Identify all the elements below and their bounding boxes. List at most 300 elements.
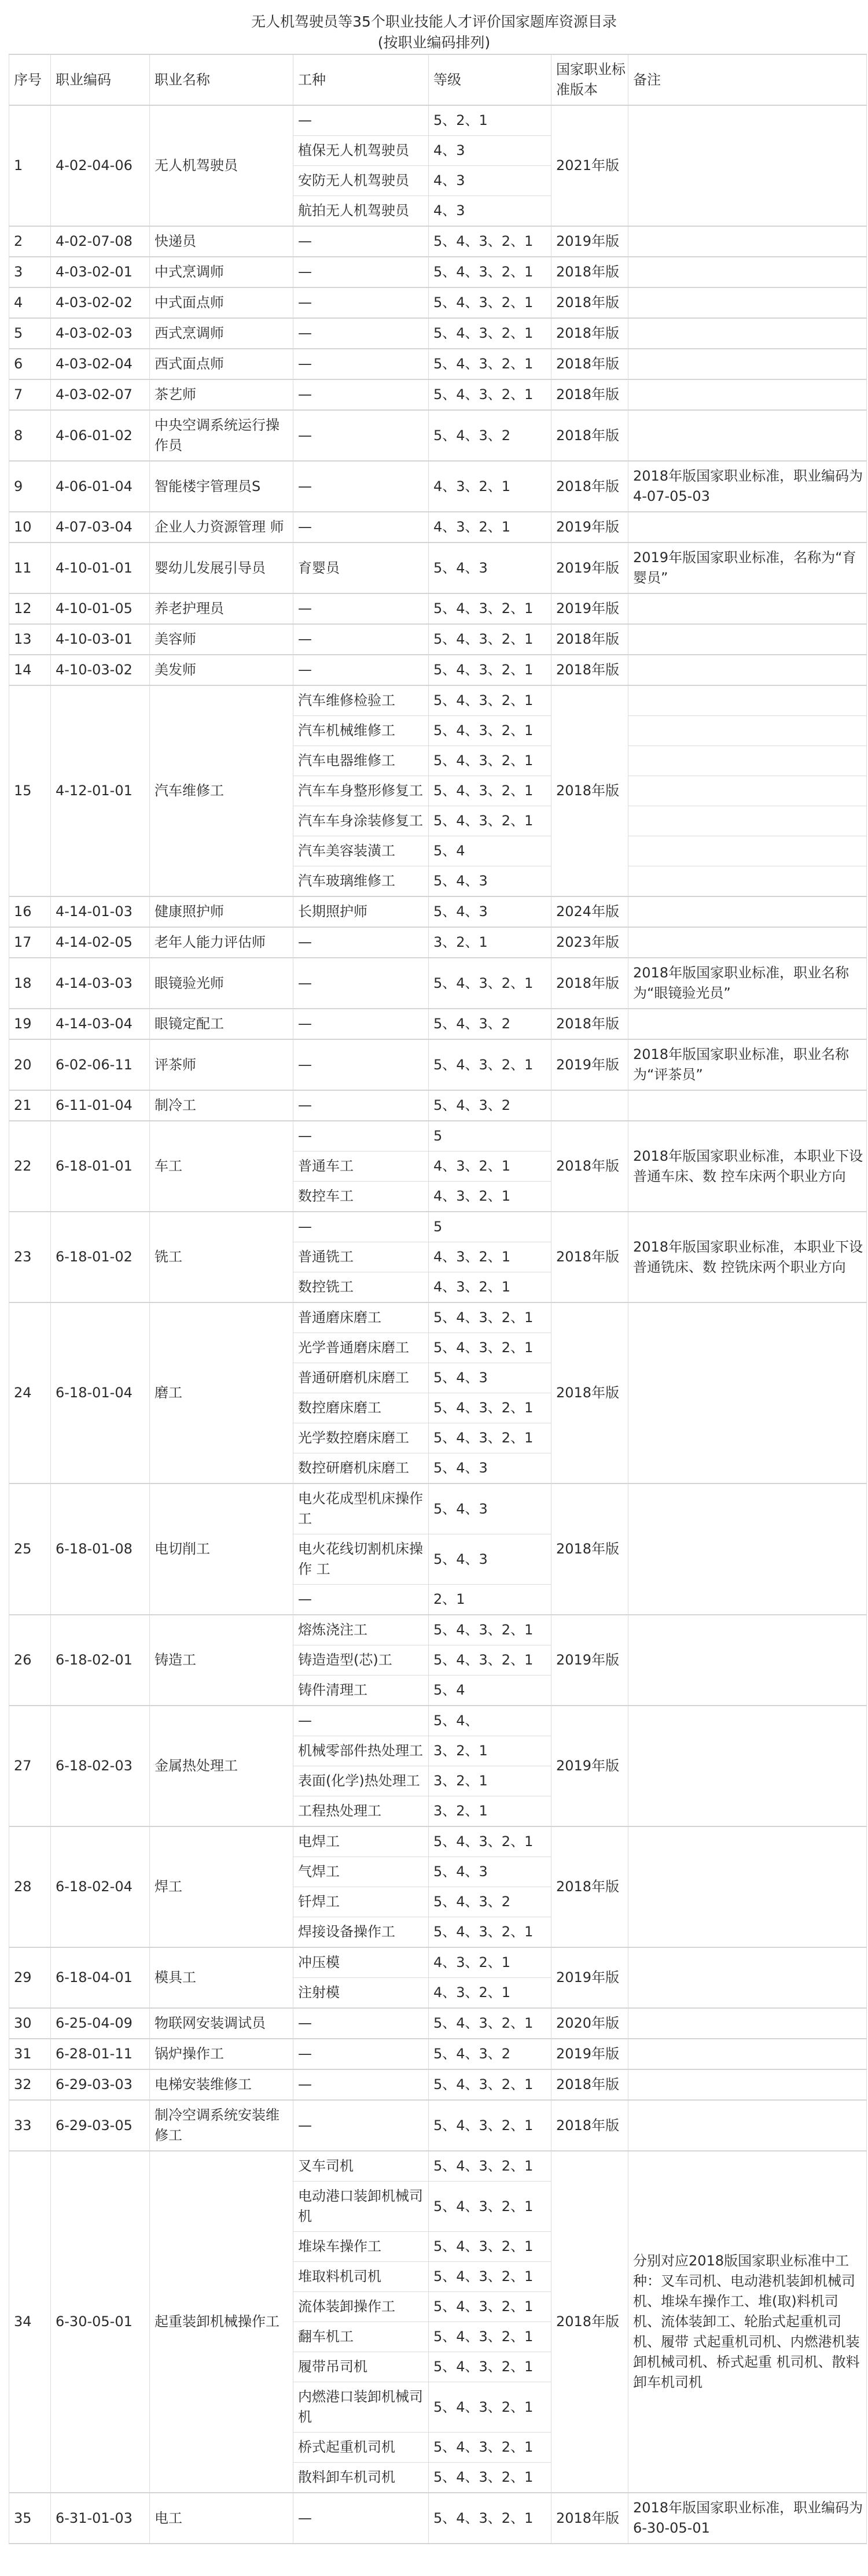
work-type: 数控磨床磨工 [293,1393,429,1423]
row-number: 30 [9,2008,51,2039]
row-number: 23 [9,1212,51,1302]
level: 5、4、3 [429,896,551,927]
level: 5、4、3、2 [429,410,551,461]
work-type: 汽车玻璃维修工 [293,866,429,897]
occupation-name: 物联网安装调试员 [150,2008,293,2039]
standard-version: 2023年版 [551,927,628,958]
row-number: 27 [9,1706,51,1826]
occupation-code: 4-03-02-04 [51,349,150,379]
occupation-code: 4-10-03-02 [51,655,150,685]
occupation-name: 制冷工 [150,1090,293,1121]
work-type: 堆垛车操作工 [293,2232,429,2262]
work-type: 电动港口装卸机械司机 [293,2182,429,2232]
work-type: 光学数控磨床磨工 [293,1423,429,1453]
occupation-name: 汽车维修工 [150,685,293,896]
table-row [9,593,867,624]
occupation-name: 眼镜定配工 [150,1009,293,1039]
work-type: 注射模 [293,1978,429,2009]
row-number: 32 [9,2069,51,2100]
subtitle: (按职业编码排列) [377,34,491,51]
work-type: — [293,257,429,287]
standard-version: 2021年版 [551,105,628,226]
level: 4、3、2、1 [429,461,551,512]
note [628,746,867,776]
occupation-name: 制冷空调系统安装维修工 [150,2100,293,2151]
standard-version: 2018年版 [551,624,628,655]
work-type: 汽车美容装潢工 [293,836,429,866]
row-number: 9 [9,461,51,512]
work-type: — [293,655,429,685]
work-type: 内燃港口装卸机械司机 [293,2382,429,2433]
row-number: 12 [9,593,51,624]
note [628,349,867,379]
work-type: 电火花线切割机床操作 工 [293,1534,429,1585]
occupation-name: 美发师 [150,655,293,685]
occupation-code: 6-18-02-04 [51,1826,150,1947]
level: 5、4、3、2、1 [429,2292,551,2322]
table-row [9,1090,867,1121]
row-number: 31 [9,2039,51,2069]
standard-version: 2019年版 [551,226,628,257]
standard-version: 2020年版 [551,2008,628,2039]
level: 5、4、3、2、1 [429,2262,551,2292]
level: 5、4、3、2、1 [429,624,551,655]
occupation-code: 6-28-01-11 [51,2039,150,2069]
work-type: 电火花成型机床操作工 [293,1483,429,1534]
note: 2018年版国家职业标准，本职业下设普通铣床、数 控铣床两个职业方向 [628,1212,867,1302]
level: 5、4、3、2、1 [429,2322,551,2352]
occupation-code: 6-18-01-08 [51,1483,150,1615]
occupation-code: 4-14-01-03 [51,896,150,927]
occupation-code: 4-03-02-07 [51,379,150,410]
level: 5、2、1 [429,105,551,136]
work-type: — [293,1009,429,1039]
standard-version: 2018年版 [551,379,628,410]
work-type: 汽车车身整形修复工 [293,776,429,806]
row-number: 35 [9,2493,51,2544]
occupation-name: 西式面点师 [150,349,293,379]
work-type: — [293,2493,429,2544]
level: 5、4、3、2、1 [429,2069,551,2100]
occupation-code: 4-03-02-01 [51,257,150,287]
occupation-name: 企业人力资源管理 师 [150,512,293,542]
row-number: 24 [9,1302,51,1483]
occupation-name: 美容师 [150,624,293,655]
table-row [9,1826,867,1857]
occupation-code: 6-29-03-03 [51,2069,150,2100]
occupation-code: 6-18-01-04 [51,1302,150,1483]
standard-version: 2018年版 [551,349,628,379]
header-type: 工种 [293,54,429,105]
header-level: 等级 [429,54,551,105]
work-type: 冲压模 [293,1947,429,1978]
work-type: 焊接设备操作工 [293,1917,429,1948]
occupation-name: 铣工 [150,1212,293,1302]
note [628,624,867,655]
level: 5、4、3、2、1 [429,226,551,257]
work-type: 航拍无人机驾驶员 [293,196,429,227]
table-row [9,1483,867,1534]
work-type: — [293,226,429,257]
row-number: 19 [9,1009,51,1039]
work-type: — [293,2008,429,2039]
table-row [9,2493,867,2544]
occupation-code: 4-02-04-06 [51,105,150,226]
header-name: 职业名称 [150,54,293,105]
work-type: — [293,379,429,410]
level: 5、4、3 [429,1483,551,1534]
occupation-name: 评茶师 [150,1039,293,1090]
occupation-name: 眼镜验光师 [150,958,293,1009]
level: 5、4、3、2 [429,1090,551,1121]
level: 5、4、3、2、1 [429,2100,551,2151]
level: 5、4、 [429,1706,551,1736]
occupation-code: 4-03-02-03 [51,318,150,349]
note [628,806,867,836]
row-number: 17 [9,927,51,958]
occupation-code: 6-29-03-05 [51,2100,150,2151]
level: 3、2、1 [429,1796,551,1827]
standard-version: 2019年版 [551,1039,628,1090]
row-number: 25 [9,1483,51,1615]
level: 5、4、3、2、1 [429,2151,551,2182]
standard-version: 2018年版 [551,685,628,896]
note [628,379,867,410]
row-number: 3 [9,257,51,287]
row-number: 2 [9,226,51,257]
work-type: 工程热处理工 [293,1796,429,1827]
occupation-name: 茶艺师 [150,379,293,410]
row-number: 33 [9,2100,51,2151]
level: 5、4、3、2、1 [429,2433,551,2463]
occupation-name: 智能楼宇管理员S [150,461,293,512]
occupation-code: 4-06-01-02 [51,410,150,461]
level: 5、4、3、2、1 [429,1039,551,1090]
row-number: 11 [9,542,51,593]
standard-version: 2019年版 [551,1947,628,2008]
standard-version: 2019年版 [551,512,628,542]
row-number: 20 [9,1039,51,1090]
level: 5、4、3、2、1 [429,2232,551,2262]
occupation-code: 4-10-03-01 [51,624,150,655]
header-note: 备注 [628,54,867,105]
note [628,1826,867,1947]
work-type: 电焊工 [293,1826,429,1857]
work-type: 普通车工 [293,1152,429,1182]
row-number: 7 [9,379,51,410]
note [628,410,867,461]
table-row [9,461,867,512]
note [628,1009,867,1039]
note: 2018年版国家职业标准，职业编码为4-07-05-03 [628,461,867,512]
level: 5、4、3、2、1 [429,379,551,410]
level: 5、4、3、2、1 [429,2182,551,2232]
work-type: 流体装卸操作工 [293,2292,429,2322]
level: 4、3 [429,166,551,196]
level: 5、4、3、2、1 [429,1826,551,1857]
header-no: 序号 [9,54,51,105]
note [628,2100,867,2151]
level: 4、3、2、1 [429,512,551,542]
work-type: 植保无人机驾驶员 [293,136,429,166]
occupation-name: 铸造工 [150,1615,293,1706]
work-type: — [293,287,429,318]
level: 5、4、3、2、1 [429,2382,551,2433]
level: 5、4、3、2、1 [429,776,551,806]
note [628,655,867,685]
work-type: — [293,2100,429,2151]
occupation-code: 4-14-02-05 [51,927,150,958]
table-row [9,105,867,136]
occupation-code: 6-25-04-09 [51,2008,150,2039]
occupation-code: 6-18-02-01 [51,1615,150,1706]
level: 5、4、3、2、1 [429,746,551,776]
work-type: 气焊工 [293,1857,429,1887]
work-type: 普通研磨机床磨工 [293,1363,429,1393]
level: 5、4、3、2、1 [429,958,551,1009]
table-body [9,105,867,2544]
table-row [9,927,867,958]
level: 4、3、2、1 [429,1182,551,1212]
level: 5、4、3 [429,1363,551,1393]
note: 2018年版国家职业标准，本职业下设普通车床、数 控车床两个职业方向 [628,1121,867,1212]
work-type: 汽车车身涂装修复工 [293,806,429,836]
row-number: 15 [9,685,51,896]
level: 5、4、3 [429,1534,551,1585]
note [628,1090,867,1121]
standard-version: 2018年版 [551,1483,628,1615]
level: 5、4、3、2、1 [429,2493,551,2544]
note [628,1483,867,1615]
level: 5、4、3、2、1 [429,716,551,746]
table-row [9,257,867,287]
level: 4、3、2、1 [429,1242,551,1272]
work-type: — [293,1212,429,1242]
occupation-name: 西式烹调师 [150,318,293,349]
standard-version: 2018年版 [551,318,628,349]
standard-version: 2018年版 [551,461,628,512]
title: 无人机驾驶员等35个职业技能人才评价国家题库资源目录 [251,13,617,30]
work-type: 汽车维修检验工 [293,685,429,716]
standard-version: 2018年版 [551,1826,628,1947]
level: 4、3、2、1 [429,1272,551,1303]
work-type: 育婴员 [293,542,429,593]
work-type: — [293,1585,429,1615]
note [628,512,867,542]
occupation-name: 快递员 [150,226,293,257]
occupation-name: 车工 [150,1121,293,1212]
work-type: — [293,1706,429,1736]
level: 5、4 [429,836,551,866]
occupation-code: 4-14-03-03 [51,958,150,1009]
note [628,927,867,958]
occupation-name: 无人机驾驶员 [150,105,293,226]
level: 5、4、3、2、1 [429,318,551,349]
occupation-code: 4-03-02-02 [51,287,150,318]
work-type: 堆取料机司机 [293,2262,429,2292]
table-row [9,542,867,593]
standard-version: 2019年版 [551,1615,628,1706]
level: 5、4、3、2、1 [429,1917,551,1948]
occupation-code: 6-11-01-04 [51,1090,150,1121]
work-type: — [293,1121,429,1152]
work-type: 叉车司机 [293,2151,429,2182]
work-type: 光学普通磨床磨工 [293,1333,429,1363]
table-row [9,655,867,685]
row-number: 16 [9,896,51,927]
table-row [9,2151,867,2182]
level: 4、3、2、1 [429,1947,551,1978]
work-type: — [293,958,429,1009]
work-type: 桥式起重机司机 [293,2433,429,2463]
occupation-name: 模具工 [150,1947,293,2008]
occupation-name: 电工 [150,2493,293,2544]
level: 5、4、3、2、1 [429,1302,551,1333]
standard-version: 2018年版 [551,1212,628,1302]
standard-version: 2018年版 [551,958,628,1009]
table-row [9,1212,867,1242]
work-type: — [293,1090,429,1121]
note [628,318,867,349]
standard-version: 2018年版 [551,1009,628,1039]
table-row [9,2100,867,2151]
level: 5、4、3 [429,1857,551,1887]
level: 5、4、3 [429,542,551,593]
level: 5、4、3、2、1 [429,1333,551,1363]
table-row [9,624,867,655]
table-row [9,1615,867,1645]
level: 5、4、3、2、1 [429,287,551,318]
table-row [9,958,867,1009]
work-type: 长期照护师 [293,896,429,927]
standard-version: 2024年版 [551,896,628,927]
note [628,2039,867,2069]
occupation-code: 4-12-01-01 [51,685,150,896]
table-row [9,685,867,716]
note: 2018年版国家职业标准，职业编码为6-30-05-01 [628,2493,867,2544]
note [628,1302,867,1483]
note [628,866,867,897]
level: 5、4 [429,1675,551,1706]
row-number: 1 [9,105,51,226]
row-number: 29 [9,1947,51,2008]
occupation-code: 4-02-07-08 [51,226,150,257]
level: 5、4、3 [429,866,551,897]
occupation-table [9,54,867,2544]
occupation-name: 电梯安装维修工 [150,2069,293,2100]
note: 2019年版国家职业标准，名称为“育婴员” [628,542,867,593]
level: 5、4、3 [429,1453,551,1484]
occupation-code: 4-10-01-05 [51,593,150,624]
row-number: 6 [9,349,51,379]
standard-version: 2018年版 [551,2493,628,2544]
work-type: 机械零部件热处理工 [293,1736,429,1766]
occupation-code: 6-18-01-01 [51,1121,150,1212]
row-number: 5 [9,318,51,349]
row-number: 10 [9,512,51,542]
note: 2018年版国家职业标准，职业名称为“评茶员” [628,1039,867,1090]
page-title [0,0,868,54]
occupation-code: 6-30-05-01 [51,2151,150,2493]
level: 4、3、2、1 [429,1978,551,2009]
level: 5、4、3、2 [429,2039,551,2069]
work-type: 数控铣工 [293,1272,429,1303]
work-type: 安防无人机驾驶员 [293,166,429,196]
table-row [9,2008,867,2039]
level: 5、4、3、2、1 [429,1423,551,1453]
standard-version: 2018年版 [551,1121,628,1212]
row-number: 26 [9,1615,51,1706]
standard-version: 2019年版 [551,1706,628,1826]
table-row [9,512,867,542]
occupation-code: 6-02-06-11 [51,1039,150,1090]
level: 2、1 [429,1585,551,1615]
level: 5、4、3、2、1 [429,257,551,287]
work-type: 散料卸车机司机 [293,2463,429,2493]
work-type: — [293,624,429,655]
occupation-code: 4-06-01-04 [51,461,150,512]
work-type: — [293,1039,429,1090]
table-row [9,410,867,461]
standard-version: 2018年版 [551,2100,628,2151]
note [628,287,867,318]
occupation-name: 锅炉操作工 [150,2039,293,2069]
level: 5、4、3、2、1 [429,1645,551,1675]
occupation-code: 4-07-03-04 [51,512,150,542]
standard-version: 2018年版 [551,1302,628,1483]
level: 4、3 [429,196,551,227]
table-row [9,1947,867,1978]
work-type: 表面(化学)热处理工 [293,1766,429,1796]
table-row [9,1121,867,1152]
note [628,1706,867,1826]
occupation-name: 金属热处理工 [150,1706,293,1826]
work-type: — [293,349,429,379]
standard-version: 2018年版 [551,410,628,461]
work-type: 翻车机工 [293,2322,429,2352]
note [628,836,867,866]
work-type: 履带吊司机 [293,2352,429,2382]
work-type: 数控车工 [293,1182,429,1212]
occupation-code: 4-14-03-04 [51,1009,150,1039]
standard-version: 2018年版 [551,257,628,287]
note [628,1947,867,2008]
row-number: 13 [9,624,51,655]
note [628,716,867,746]
row-number: 18 [9,958,51,1009]
level: 5、4、3、2、1 [429,593,551,624]
work-type: — [293,461,429,512]
row-number: 34 [9,2151,51,2493]
occupation-name: 健康照护师 [150,896,293,927]
note [628,593,867,624]
row-number: 14 [9,655,51,685]
work-type: — [293,2069,429,2100]
level: 5、4、3、2、1 [429,655,551,685]
note [628,105,867,226]
level: 5、4、3、2、1 [429,2352,551,2382]
level: 5、4、3、2、1 [429,685,551,716]
standard-version: 2018年版 [551,287,628,318]
table-row [9,318,867,349]
row-number: 22 [9,1121,51,1212]
standard-version: 2018年版 [551,2151,628,2493]
work-type: 汽车机械维修工 [293,716,429,746]
level: 5、4、3、2、1 [429,349,551,379]
table-row [9,379,867,410]
work-type: — [293,410,429,461]
note: 2018年版国家职业标准，职业名称为“眼镜验光员” [628,958,867,1009]
